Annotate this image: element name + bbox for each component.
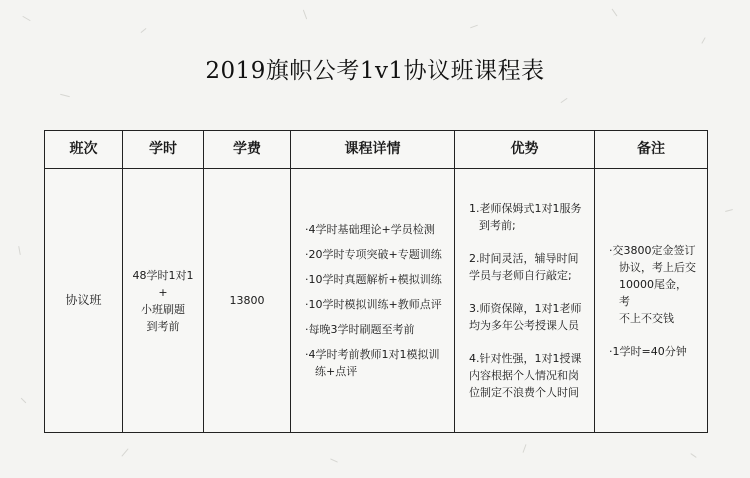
detail-item: [305, 271, 444, 288]
fee-value: 13800: [229, 294, 265, 307]
note-item: [609, 343, 697, 360]
advantage-text: 均为多年公考授课人员: [469, 319, 579, 332]
header-details: 课程详情: [291, 131, 455, 169]
detail-item: [305, 346, 444, 380]
detail-text: 练+点评: [315, 365, 358, 378]
details-cell: [291, 169, 455, 433]
note-text: ·交3800定金签订: [609, 243, 696, 257]
header-fee: 学费: [204, 131, 291, 169]
class-name-cell: [45, 169, 123, 433]
detail-text: ·每晚3学时刷题至考前: [305, 323, 415, 336]
advantage-text: 学员与老师自行敲定;: [469, 269, 572, 282]
header-notes: 备注: [595, 131, 708, 169]
advantage-item: [469, 200, 584, 234]
notes-cell: [595, 169, 708, 433]
advantage-text: 位制定不浪费个人时间: [469, 386, 579, 399]
advantage-text: 4.针对性强，1对1授课: [469, 352, 582, 365]
class-name: 协议班: [65, 293, 102, 307]
detail-item: [305, 321, 444, 338]
note-item: [609, 242, 697, 327]
note-text: 协议，考上后交: [619, 260, 696, 274]
detail-text: ·4学时考前教师1对1模拟训: [305, 348, 440, 361]
advantage-text: 到考前;: [479, 219, 516, 232]
advantages-cell: [455, 169, 595, 433]
hours-line: +: [158, 285, 168, 299]
note-text: 10000尾金，考: [619, 277, 687, 308]
header-class: 班次: [45, 131, 123, 169]
note-text: ·1学时=40分钟: [609, 344, 687, 358]
detail-text: ·20学时专项突破+专题训练: [305, 248, 442, 261]
note-text: 不上不交钱: [619, 311, 674, 325]
detail-item: [305, 246, 444, 263]
detail-text: ·4学时基础理论+学员检测: [305, 223, 435, 236]
hours-cell: [123, 169, 204, 433]
hours-line: 到考前: [146, 319, 180, 333]
advantage-text: 内容根据个人情况和岗: [469, 369, 579, 382]
advantage-item: [469, 350, 584, 401]
advantage-item: [469, 250, 584, 284]
advantage-text: 2.时间灵活，辅导时间: [469, 252, 579, 265]
hours-line: 48学时1对1: [132, 268, 194, 282]
course-schedule-table: [44, 130, 708, 433]
fee-cell: [204, 169, 291, 433]
hours-line: 小班刷题: [141, 302, 185, 316]
detail-item: [305, 221, 444, 238]
header-hours: 学时: [123, 131, 204, 169]
detail-text: ·10学时模拟训练+教师点评: [305, 298, 442, 311]
header-advantages: 优势: [455, 131, 595, 169]
advantage-text: 3.师资保障，1对1老师: [469, 302, 582, 315]
table-header-row: [45, 131, 708, 169]
table-row: [45, 169, 708, 433]
page-title: 2019旗帜公考1v1协议班课程表: [205, 58, 545, 84]
advantage-text: 1.老师保姆式1对1服务: [469, 202, 582, 215]
detail-item: [305, 296, 444, 313]
advantage-item: [469, 300, 584, 334]
detail-text: ·10学时真题解析+模拟训练: [305, 273, 442, 286]
